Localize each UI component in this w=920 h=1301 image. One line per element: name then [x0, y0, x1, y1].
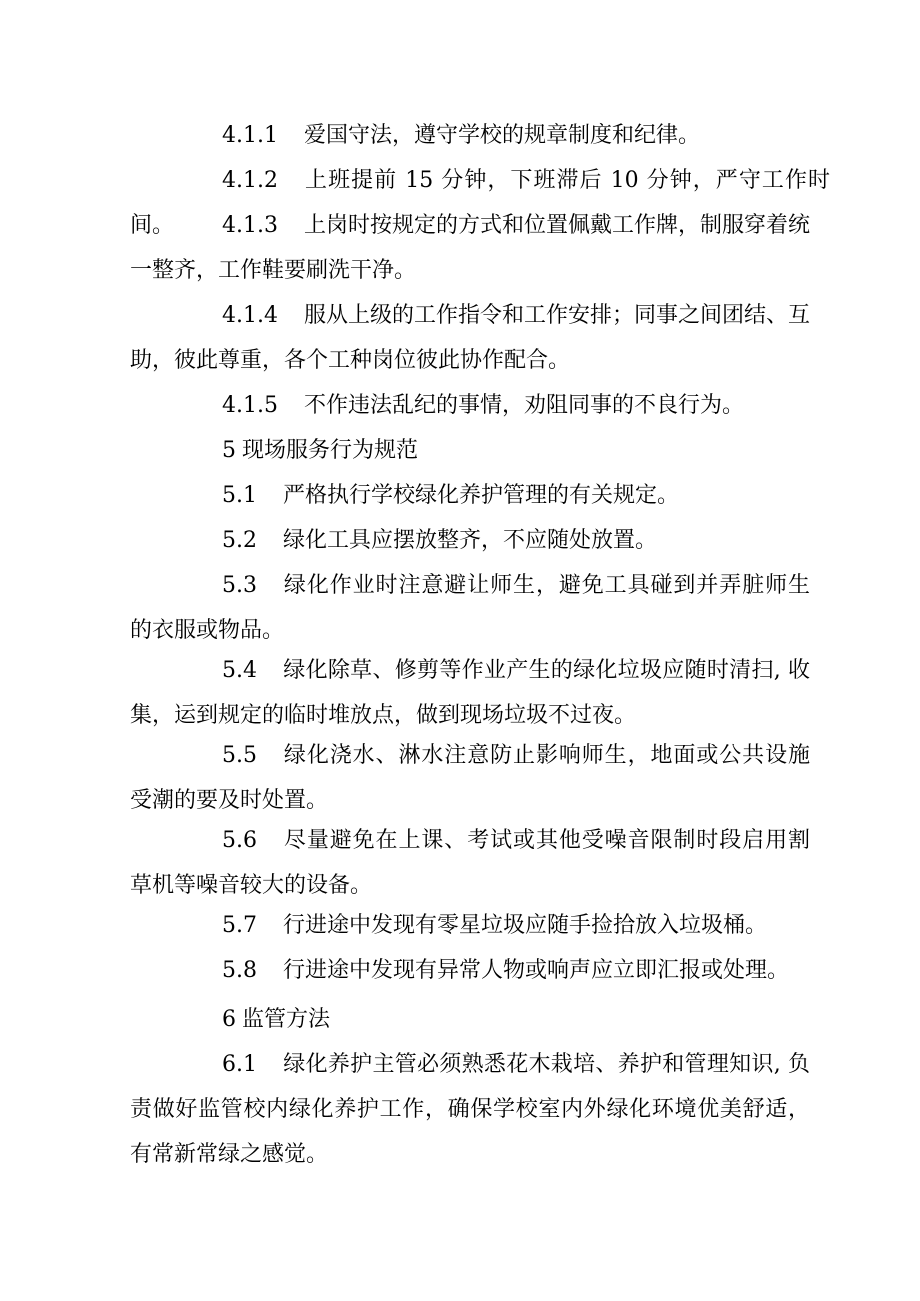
- section-number: 6: [222, 1007, 236, 1032]
- section-title: 现场服务行为规范: [242, 438, 419, 463]
- section-number: 5: [222, 438, 236, 463]
- clause-text: 服从上级的工作指令和工作安排；同事之间团结、互助，彼此尊重，各个工种岗位彼此协作配合。: [130, 303, 810, 373]
- clause-text: 上岗时按规定的方式和位置佩戴工作牌，制服穿着统一整齐，工作鞋要刷洗干净。: [130, 213, 810, 283]
- clause-number: 5.6: [222, 828, 257, 853]
- clause-6-1: [130, 1042, 810, 1177]
- clause-text: 尽量避免在上课、考试或其他受噪音限制时段启用割草机等噪音较大的设备。: [130, 828, 810, 898]
- clause-number: 5.8: [222, 958, 257, 983]
- clause-4-1-3: [130, 203, 810, 293]
- clause-text: 行进途中发现有异常人物或响声应立即汇报或处理。: [283, 958, 790, 983]
- clause-text: 绿化作业时注意避让师生，避免工具碰到并弄脏师生的衣服或物品。: [130, 573, 810, 643]
- clause-5-8: [130, 948, 810, 993]
- clause-5-2: [130, 518, 810, 563]
- clause-number: 5.7: [222, 913, 257, 938]
- clause-5-3: [130, 563, 810, 653]
- clause-4-1-5: [130, 383, 810, 428]
- clause-number: 5.2: [222, 528, 257, 553]
- clause-number: 5.3: [222, 573, 257, 598]
- clause-4-1-4: [130, 293, 810, 383]
- clause-text: 绿化浇水、淋水注意防止影响师生，地面或公共设施受潮的要及时处置。: [130, 743, 810, 813]
- clause-number: 4.1.4: [222, 303, 278, 328]
- clause-text: 不作违法乱纪的事情，劝阻同事的不良行为。: [303, 393, 744, 418]
- clause-text: 爱国守法，遵守学校的规章制度和纪律。: [303, 123, 700, 148]
- section-heading-5: [130, 428, 810, 473]
- clause-text: 上班提前 15 分钟，下班滞后 10 分钟，严守工作时间。: [130, 168, 830, 238]
- clause-number: 4.1.3: [222, 213, 278, 238]
- section-heading-6: [130, 997, 810, 1042]
- clause-text: 绿化养护主管必须熟悉花木栽培、养护和管理知识, 负责做好监管校内绿化养护工作，确保学校室内外绿化环境优美舒适，有常新常绿之感觉。: [130, 1052, 810, 1167]
- clause-number: 4.1.2: [222, 168, 278, 193]
- clause-number: 4.1.5: [222, 393, 278, 418]
- clause-number: 6.1: [222, 1052, 257, 1077]
- clause-text: 严格执行学校绿化养护管理的有关规定。: [283, 483, 680, 508]
- clause-number: 5.4: [222, 658, 257, 683]
- section-title: 监管方法: [242, 1007, 331, 1032]
- clause-5-6: [130, 818, 810, 908]
- clause-number: 4.1.1: [222, 123, 278, 148]
- clause-5-1: [130, 473, 810, 518]
- clause-4-1-1: [130, 113, 810, 158]
- clause-number: 5.5: [222, 743, 257, 768]
- clause-text: 绿化工具应摆放整齐，不应随处放置。: [283, 528, 658, 553]
- clause-5-4: [130, 648, 810, 738]
- clause-5-5: [130, 733, 810, 823]
- clause-text: 绿化除草、修剪等作业产生的绿化垃圾应随时清扫, 收集，运到规定的临时堆放点，做到现场垃圾不过夜。: [130, 658, 810, 728]
- clause-5-7: [130, 903, 810, 948]
- clause-number: 5.1: [222, 483, 257, 508]
- clause-text: 行进途中发现有零星垃圾应随手捡拾放入垃圾桶。: [283, 913, 768, 938]
